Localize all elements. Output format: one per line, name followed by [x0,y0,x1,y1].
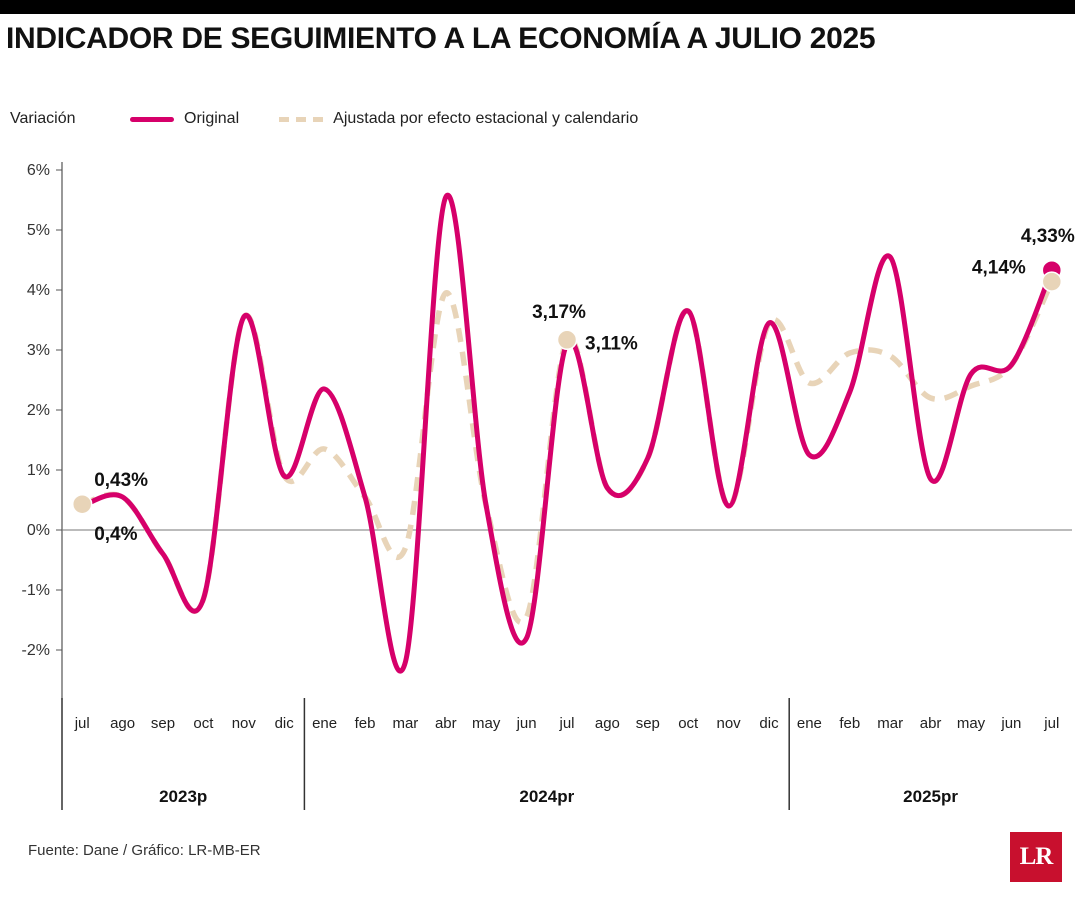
x-axis-tick-label: oct [193,715,214,732]
x-axis-tick-label: jul [74,715,90,732]
data-annotation-label: 0,4% [94,524,138,545]
data-point-marker [1042,272,1061,291]
legend-dashed-line-icon [279,117,323,122]
x-axis-tick-label: jul [1044,715,1060,732]
data-annotation-label: 4,14% [971,257,1026,279]
series-line-original [82,195,1052,671]
x-axis-tick-label: jun [1001,715,1022,732]
y-axis-tick-label: 4% [26,282,50,299]
x-axis-tick-label: may [956,715,986,732]
x-axis-tick-label: mar [392,715,419,732]
legend-item-ajustada [279,110,638,128]
y-axis-tick-label: 6% [26,162,50,179]
x-axis-tick-label: feb [354,715,376,732]
x-axis-tick-label: may [472,715,501,732]
x-axis-tick-label: ago [110,715,136,732]
y-axis-tick-label: 5% [26,222,50,239]
x-axis-tick-label: nov [231,715,256,732]
top-black-bar [0,0,1075,14]
x-axis-tick-label: ene [312,715,338,732]
data-point-marker [73,495,92,514]
x-axis-tick-label: dic [274,715,294,732]
period-label: 2023p [159,787,208,806]
period-label: 2024pr [519,787,575,806]
source-note: Fuente: Dane / Gráfico: LR-MB-ER [28,842,261,859]
x-axis-tick-label: ene [796,715,822,732]
chart-legend [10,110,678,128]
x-axis-tick-label: abr [434,715,457,732]
data-annotation-label: 4,33% [1020,226,1075,248]
data-annotation-label: 3,11% [585,333,638,355]
legend-label-ajustada: Ajustada por efecto estacional y calendario [333,110,639,127]
data-point-marker [558,330,577,349]
legend-solid-line-icon [130,117,174,122]
legend-item-original [130,110,239,128]
page-title: INDICADOR DE SEGUIMIENTO A LA ECONOMÍA A JULIO 2025 [6,22,876,55]
legend-axis-label: Variación [10,110,76,127]
x-axis-tick-label: dic [759,715,779,732]
y-axis-tick-label: -1% [21,582,50,599]
x-axis-tick-label: jul [559,715,575,732]
y-axis-tick-label: -2% [21,642,50,659]
x-axis-tick-label: mar [877,715,904,732]
x-axis-tick-label: feb [839,715,861,732]
y-axis-tick-label: 2% [26,402,50,419]
y-axis-tick-label: 1% [26,462,50,479]
legend-label-original: Original [184,110,240,127]
lr-logo: LR [1010,832,1062,882]
period-label: 2025pr [903,787,959,806]
data-annotation-label: 0,43% [94,470,149,492]
y-axis-tick-label: 3% [26,342,50,359]
y-axis-tick-label: 0% [26,522,50,539]
x-axis-tick-label: abr [919,715,942,732]
line-chart [0,150,1080,810]
x-axis-tick-label: sep [635,715,660,732]
x-axis-tick-label: sep [150,715,176,732]
data-annotation-label: 3,17% [532,301,586,323]
chart-canvas [0,150,1080,810]
x-axis-tick-label: oct [678,715,699,732]
x-axis-tick-label: nov [716,715,741,732]
x-axis-tick-label: jun [516,715,537,732]
x-axis-tick-label: ago [594,715,620,732]
